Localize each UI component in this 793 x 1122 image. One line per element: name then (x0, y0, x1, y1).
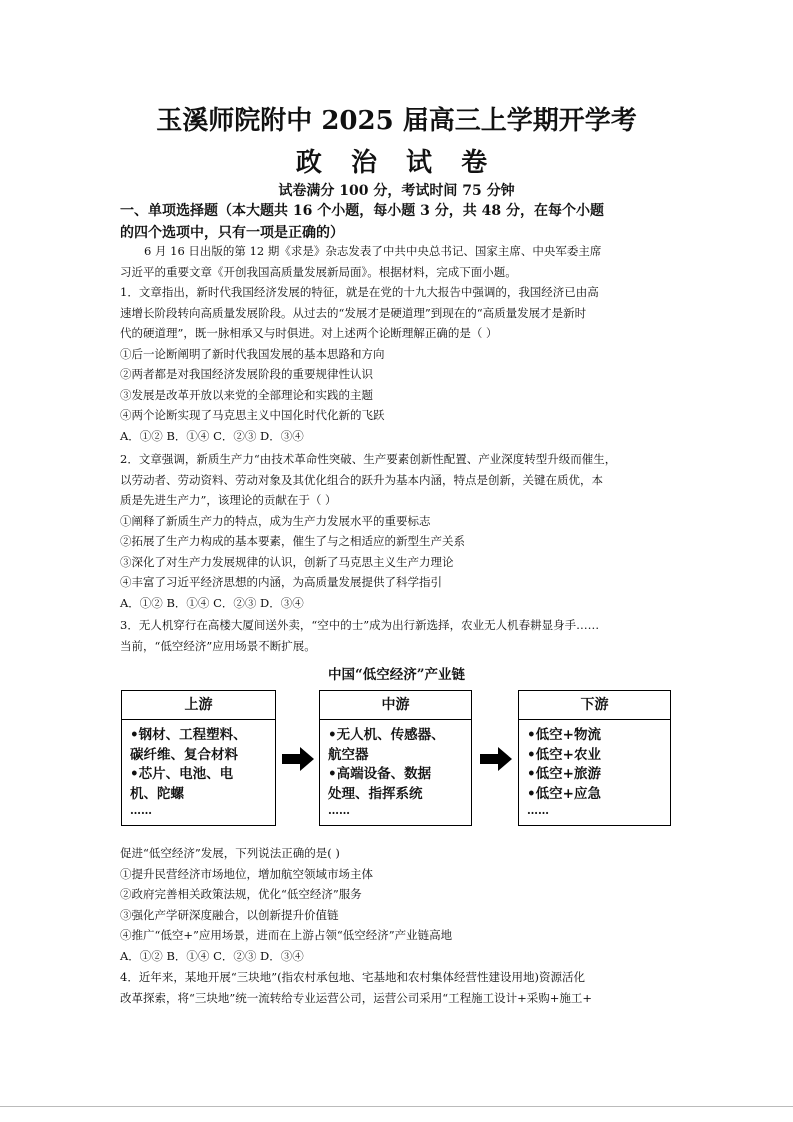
downstream-line: •低空+农业 (527, 746, 601, 763)
midstream-heading: 中游 (320, 691, 471, 720)
section-heading-line: 一、单项选择题（本大题共 16 个小题，每小题 3 分，共 48 分，在每个小题 (120, 203, 604, 219)
downstream-content (519, 720, 670, 822)
question-stem: 4．近年来，某地开展“三块地”(指农村承包地、宅基地和农村集体经营性建设用地)资源活化 (120, 970, 586, 984)
midstream-line: 处理、指挥系统 (328, 785, 423, 802)
option-statement: ④两个论断实现了马克思主义中国化时代化新的飞跃 (120, 408, 385, 422)
option-statement: ①提升民营经济市场地位，增加航空领域市场主体 (120, 866, 373, 881)
section-heading (120, 200, 680, 244)
downstream-line: •低空+应急 (527, 785, 601, 802)
exam-info: 试卷满分 100 分，考试时间 75 分钟 (278, 183, 515, 199)
right-arrow-icon (480, 747, 512, 771)
upstream-line: •钢材、工程塑料、 (130, 727, 247, 743)
midstream-line: …… (328, 804, 350, 817)
question-stem: 速增长阶段转向高质量发展阶段。从过去的“发展才是硬道理”到现在的“高质量发展才是新时 (120, 305, 587, 320)
upstream-line: …… (130, 804, 152, 817)
upstream-content (122, 720, 275, 822)
intro-line: 6 月 16 日出版的第 12 期《求是》杂志发表了中共中央总书记、国家主席、中央军委主席 (144, 244, 602, 258)
answer-choices: A．①② B．①④ C．②③ D．③④ (120, 595, 304, 610)
upstream-line: •芯片、电池、电 (130, 766, 234, 782)
question-3-options (120, 843, 676, 966)
downstream-line: …… (527, 804, 549, 817)
midstream-line: 航空器 (328, 746, 369, 763)
page-subtitle: 政 治 试 卷 (295, 148, 498, 178)
option-statement: ④丰富了习近平经济思想的内涵，为高质量发展提供了科学指引 (120, 575, 442, 589)
option-statement: ②政府完善相关政策法规，优化“低空经济”服务 (120, 887, 362, 901)
question-stem: 以劳动者、劳动资料、劳动对象及其优化组合的跃升为基本内涵，特点是创新，关键在质优，本 (120, 472, 603, 487)
question-stem: 代的硬道理”，既一脉相承又与时俱进。对上述两个论断理解正确的是（ ） (120, 326, 498, 340)
option-statement: ②拓展了生产力构成的基本要素，催生了与之相适应的新型生产关系 (120, 534, 465, 548)
question-stem: 促进“低空经济”发展，下列说法正确的是( ) (120, 846, 340, 860)
question-stem: 1．文章指出，新时代我国经济发展的特征，就是在党的十九大报告中强调的，我国经济已由高 (120, 285, 599, 299)
question-stem: 2．文章强调，新质生产力“由技术革命性突破、生产要素创新性配置、产业深度转型升级而催生， (120, 452, 617, 466)
section-heading-line: 的四个选项中，只有一项是正确的） (120, 225, 344, 241)
right-arrow-icon (282, 747, 314, 771)
option-statement: ③深化了对生产力发展规律的认识，创新了马克思主义生产力理论 (120, 554, 454, 569)
option-statement: ①阐释了新质生产力的特点，成为生产力发展水平的重要标志 (120, 513, 431, 528)
option-statement: ③发展是改革开放以来党的全部理论和实践的主题 (120, 387, 373, 402)
downstream-heading: 下游 (519, 691, 670, 720)
question-stem: 质是先进生产力”，该理论的贡献在于（ ） (120, 493, 337, 507)
option-statement: ①后一论断阐明了新时代我国发展的基本思路和方向 (120, 346, 385, 361)
answer-choices: A．①② B．①④ C．②③ D．③④ (120, 428, 304, 443)
downstream-line: •低空+旅游 (527, 766, 601, 782)
upstream-line: 碳纤维、复合材料 (130, 746, 238, 763)
material-intro (120, 241, 676, 282)
option-statement: ④推广“低空+”应用场景，进而在上游占领“低空经济”产业链高地 (120, 928, 453, 942)
midstream-box (319, 690, 472, 826)
midstream-line: •无人机、传感器、 (328, 727, 445, 743)
upstream-box (121, 690, 276, 826)
page-bottom-rule (0, 1106, 793, 1107)
question-4 (120, 967, 676, 1008)
option-statement: ②两者都是对我国经济发展阶段的重要规律性认识 (120, 367, 373, 381)
page-title: 玉溪师院附中 2025 届高三上学期开学考 (156, 106, 637, 136)
downstream-box (518, 690, 671, 826)
midstream-content (320, 720, 471, 822)
answer-choices: A．①② B．①④ C．②③ D．③④ (120, 948, 304, 963)
question-stem: 当前，“低空经济”应用场景不断扩展。 (120, 638, 316, 653)
question-3-stem (120, 615, 676, 656)
question-stem: 改革探索，将“三块地”统一流转给专业运营公司，运营公司采用“工程施工设计+采购+施工+ (120, 990, 593, 1005)
chart-title: 中国“低空经济”产业链 (327, 667, 466, 683)
upstream-line: 机、陀螺 (130, 785, 184, 802)
question-2 (120, 449, 676, 613)
downstream-line: •低空+物流 (527, 727, 601, 743)
midstream-line: •高端设备、数据 (328, 766, 432, 782)
option-statement: ③强化产学研深度融合，以创新提升价值链 (120, 907, 339, 922)
question-stem: 3．无人机穿行在高楼大厦间送外卖，“空中的士”成为出行新选择，农业无人机春耕显身手…… (120, 618, 600, 632)
upstream-heading: 上游 (122, 691, 275, 720)
question-1 (120, 282, 676, 446)
intro-line: 习近平的重要文章《开创我国高质量发展新局面》。根据材料，完成下面小题。 (120, 264, 517, 279)
